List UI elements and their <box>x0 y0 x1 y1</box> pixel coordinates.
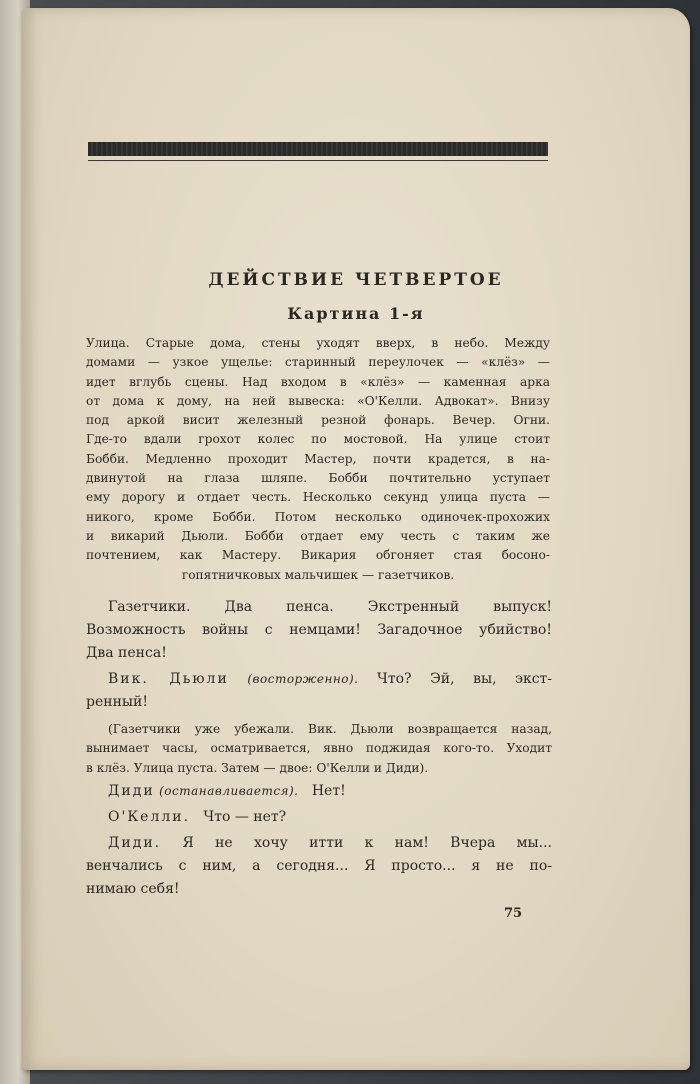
stage-line: идет вглубь сцены. Над входом в «клёз» — каменная арка <box>86 374 550 389</box>
header-rule-thin <box>88 160 548 161</box>
speaker-direction: (восторженно). <box>247 672 359 686</box>
stage-line: от дома к дому, на ней вывеска: «О'Келли. Адвокат». Внизу <box>86 393 550 408</box>
dialogue-okelly <box>86 806 552 829</box>
dialogue-text: Что? Эй, вы, экст- <box>377 671 552 687</box>
dialogue-didi-1 <box>86 780 552 803</box>
dialogue-line <box>86 780 552 803</box>
dialogue-line <box>86 806 552 829</box>
speaker-name: Диди <box>108 783 155 799</box>
stage-line: двинутой на глаза шляпе. Бобби почтительно уступает <box>86 471 550 486</box>
speaker-name: Диди. <box>108 835 162 851</box>
dialogue-newsboys <box>86 596 552 665</box>
stage-line: под аркой висит железный резной фонарь. Вечер. Огни. <box>86 413 550 428</box>
dialogue-line: ренный! <box>86 694 149 710</box>
direction-line: вынимает часы, осматривается, явно поджидая кого-то. Уходит <box>86 741 552 756</box>
dialogue-vicar <box>86 668 552 714</box>
book-page <box>22 8 690 1070</box>
scene-title: Картина 1-я <box>287 304 425 323</box>
stage-line: и викарий Дьюли. Бобби отдает ему честь с таким же <box>86 528 550 543</box>
dialogue-line <box>86 668 552 691</box>
stage-line: Улица. Старые дома, стены уходят вверх, в небо. Между <box>86 336 550 350</box>
stage-line: никого, кроме Бобби. Потом несколько одиночек-прохожих <box>86 509 550 524</box>
dialogue-text: Нет! <box>311 783 346 799</box>
dialogue-line: нимаю себя! <box>86 881 180 897</box>
act-title: ДЕЙСТВИЕ ЧЕТВЕРТОЕ <box>208 270 504 290</box>
header-rule-thick <box>88 142 548 156</box>
stage-line: домами — узкое ущелье: старинный переулочек — «клёз» — <box>86 355 550 370</box>
direction-line: (Газетчики уже убежали. Вик. Дьюли возвращается назад, <box>108 722 552 736</box>
stage-line: гопятничковых мальчишек — газетчиков. <box>181 567 455 582</box>
speaker-direction: (останавливается). <box>159 784 299 798</box>
stage-direction <box>86 334 550 585</box>
stage-line: ему дорогу и отдает честь. Несколько секунд улица пуста — <box>86 490 550 505</box>
speaker-name: О'Келли. <box>108 809 191 825</box>
stage-line: почтением, как Мастеру. Викария обгоняет стая босоно- <box>86 548 550 563</box>
page-number: 75 <box>504 906 523 921</box>
direction-line: в клёз. Улица пуста. Затем — двое: О'Келли и Диди). <box>86 760 429 775</box>
speaker-name: Вик. Дьюли <box>108 671 229 687</box>
dialogue-line: Два пенса! <box>86 645 167 661</box>
stage-line: Бобби. Медленно проходит Мастер, почти крадется, в на- <box>86 451 550 466</box>
dialogue-didi-2 <box>86 832 552 901</box>
dialogue-line: Возможность войны с немцами! Загадочное убийство! <box>86 622 552 638</box>
stage-line: Где-то вдали грохот колес по мостовой. На улице стоит <box>86 432 550 447</box>
dialogue-text: Я не хочу итти к нам! Вчера мы... <box>182 835 552 851</box>
dialogue-line: Газетчики. Два пенса. Экстренный выпуск! <box>108 599 552 615</box>
dialogue-line: венчались с ним, а сегодня... Я просто... я не по- <box>86 858 552 874</box>
stage-direction-block <box>86 720 552 778</box>
dialogue-line <box>86 832 552 855</box>
dialogue-text: Что — нет? <box>203 809 287 825</box>
